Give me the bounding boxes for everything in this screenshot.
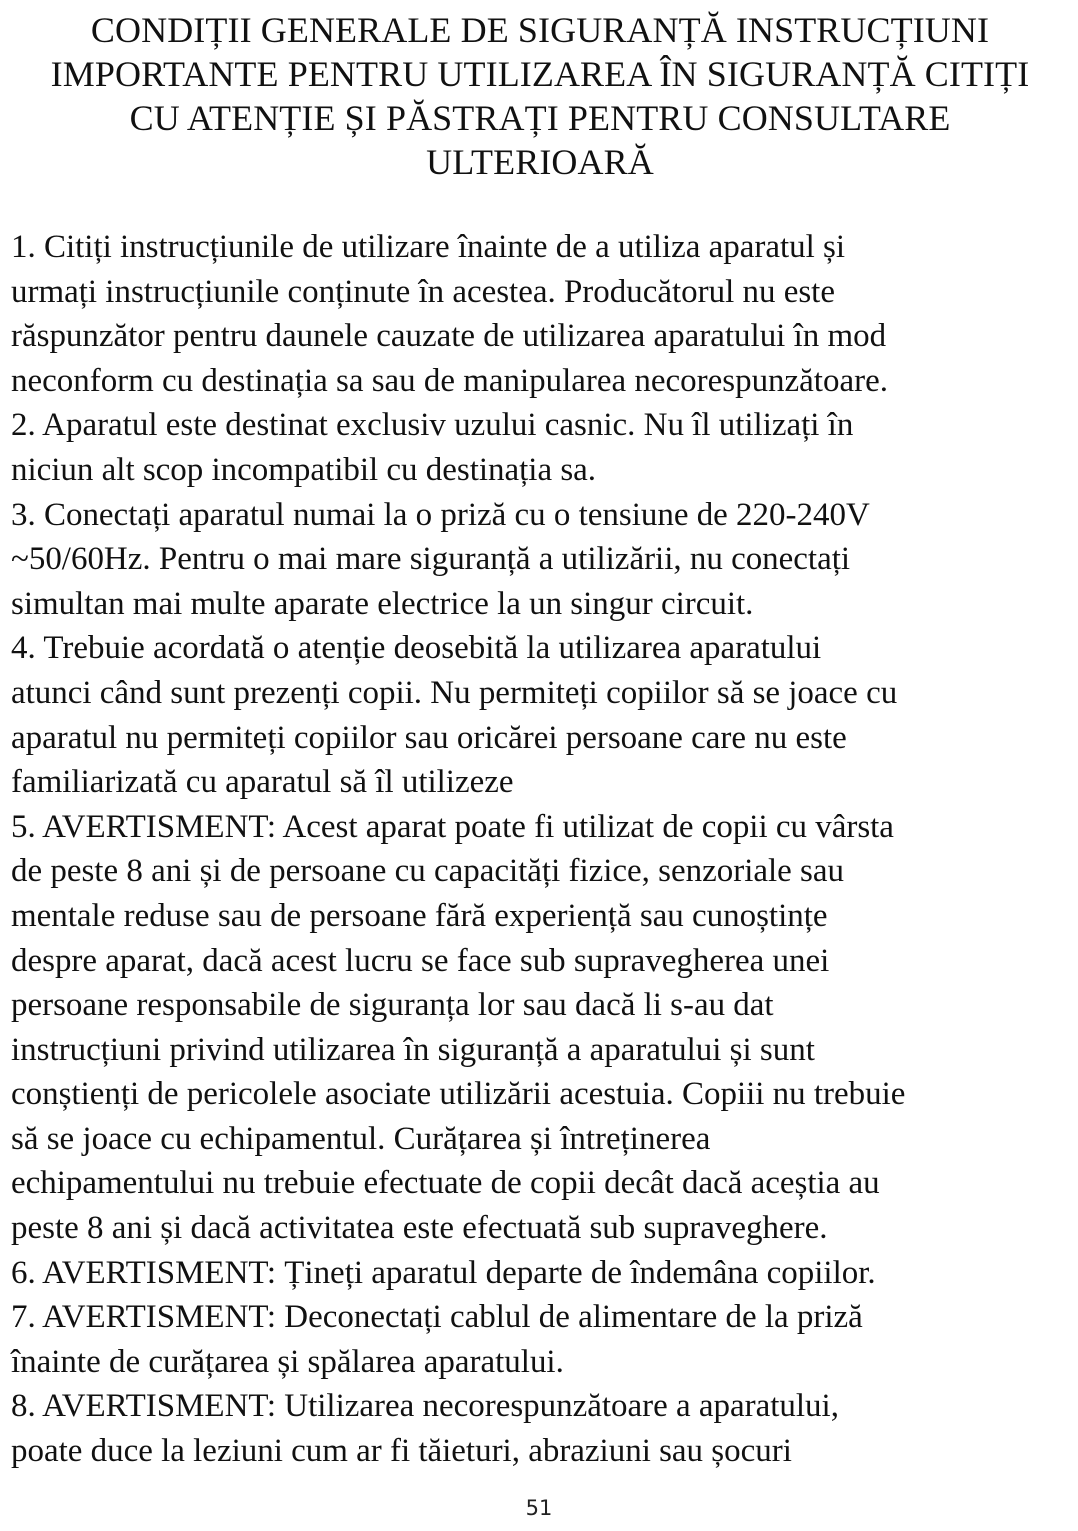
instruction-8-line: 8. AVERTISMENT: Utilizarea necorespunzătoare a aparatului, xyxy=(11,1388,839,1425)
title-line: CU ATENȚIE ȘI PĂSTRAȚI PENTRU CONSULTARE xyxy=(129,98,951,138)
instruction-7-line: 7. AVERTISMENT: Deconectați cablul de alimentare de la priză xyxy=(11,1299,863,1336)
instruction-5-line: de peste 8 ani și de persoane cu capacități fizice, senzoriale sau xyxy=(11,853,844,890)
instruction-1-line: neconform cu destinația sa sau de manipularea necorespunzătoare. xyxy=(11,362,888,399)
page-title xyxy=(40,8,1040,184)
instruction-5-line: instrucțiuni privind utilizarea în siguranță a aparatului și sunt xyxy=(11,1031,815,1068)
instruction-5-line: despre aparat, dacă acest lucru se face sub supravegherea unei xyxy=(11,942,830,979)
instruction-6-line: 6. AVERTISMENT: Țineți aparatul departe de îndemâna copiilor. xyxy=(11,1254,876,1291)
instruction-3-line: 3. Conectați aparatul numai la o priză cu o tensiune de 220-240V xyxy=(11,496,870,533)
safety-instructions-text xyxy=(11,225,1078,1474)
instruction-5-line: mentale reduse sau de persoane fără experiență sau cunoștințe xyxy=(11,897,828,934)
instruction-4-line: 4. Trebuie acordată o atenție deosebită la utilizarea aparatului xyxy=(11,630,822,667)
instruction-2-line: niciun alt scop incompatibil cu destinația sa. xyxy=(11,451,597,488)
instruction-5-line: persoane responsabile de siguranța lor sau dacă li s-au dat xyxy=(11,987,774,1024)
instruction-4-line: atunci când sunt prezenți copii. Nu permiteți copiilor să se joace cu xyxy=(11,674,898,711)
instruction-5-line: 5. AVERTISMENT: Acest aparat poate fi utilizat de copii cu vârsta xyxy=(11,808,894,845)
instruction-3-line: ~50/60Hz. Pentru o mai mare siguranță a utilizării, nu conectați xyxy=(11,541,851,578)
instruction-5-line: să se joace cu echipamentul. Curățarea și întreținerea xyxy=(11,1120,711,1157)
title-line: ULTERIOARĂ xyxy=(426,142,654,182)
instruction-1-line: răspunzător pentru daunele cauzate de utilizarea aparatului în mod xyxy=(11,318,887,355)
instruction-3-line: simultan mai multe aparate electrice la un singur circuit. xyxy=(11,585,754,622)
instruction-2-line: 2. Aparatul este destinat exclusiv uzului casnic. Nu îl utilizați în xyxy=(11,407,854,444)
instruction-5-line: peste 8 ani și dacă activitatea este efectuată sub supraveghere. xyxy=(11,1210,828,1247)
title-line: IMPORTANTE PENTRU UTILIZAREA ÎN SIGURANȚĂ CITIȚI xyxy=(50,54,1030,94)
instruction-8-line: poate duce la leziuni cum ar fi tăieturi, abraziuni sau șocuri xyxy=(11,1433,792,1470)
instruction-1-line: 1. Citiți instrucțiunile de utilizare înainte de a utiliza aparatul și xyxy=(11,229,846,265)
instruction-7-line: înainte de curățarea și spălarea aparatului. xyxy=(11,1343,564,1380)
page-number: 51 xyxy=(525,1496,553,1520)
instruction-5-line: echipamentului nu trebuie efectuate de copii decât dacă aceștia au xyxy=(11,1165,880,1202)
instruction-4-line: familiarizată cu aparatul să îl utilizeze xyxy=(11,764,514,801)
instruction-5-line: conștienți de pericolele asociate utilizării acestuia. Copiii nu trebuie xyxy=(11,1076,906,1113)
instruction-4-line: aparatul nu permiteți copiilor sau oricărei persoane care nu este xyxy=(11,719,847,756)
title-line: CONDIȚII GENERALE DE SIGURANȚĂ INSTRUCȚIUNI xyxy=(90,10,990,50)
instruction-1-line: urmați instrucțiunile conținute în acestea. Producătorul nu este xyxy=(11,273,835,310)
